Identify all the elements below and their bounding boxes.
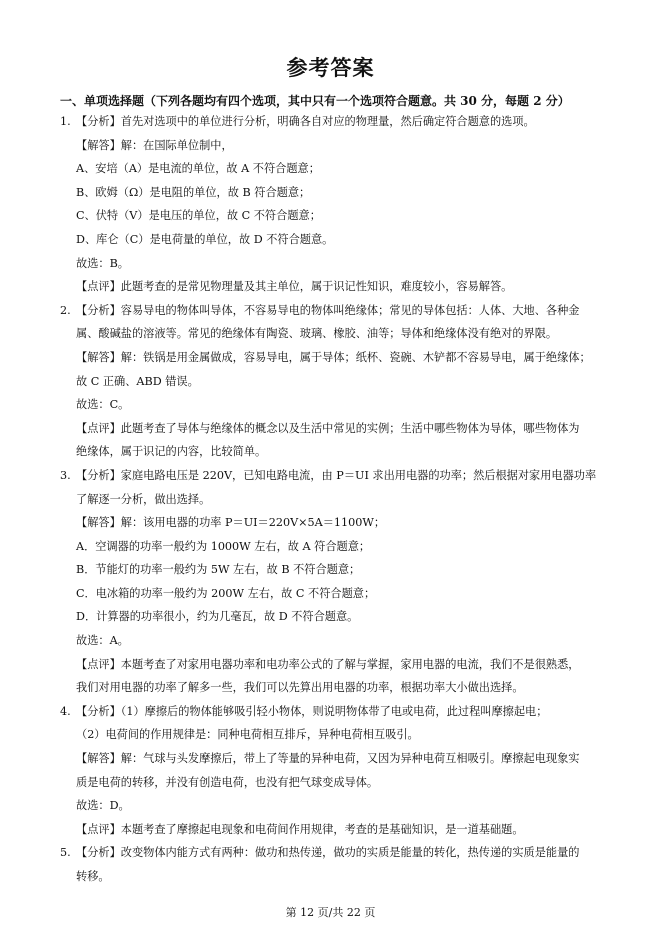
line-text: 了解逐一分析，做出选择。 (76, 492, 211, 506)
answer-line (60, 252, 600, 276)
answer-line (60, 865, 600, 889)
line-text: 故选：D。 (76, 799, 130, 813)
question-number: 3. (60, 468, 71, 482)
line-text: 转移。 (76, 870, 110, 883)
answer-line (60, 157, 600, 181)
line-text: 故选：B。 (76, 256, 129, 270)
line-text: 属、酸碱盐的溶液等。常见的绝缘体有陶瓷、玻璃、橡胶、油等；导体和绝缘体没有绝对的界限。 (76, 327, 558, 341)
line-text: 【解答】解：在国际单位制中， (76, 138, 233, 152)
line-text: B．节能灯的功率一般约为 5W 左右，故 B 不符合题意； (76, 563, 361, 577)
line-text: D．计算器的功率很小，约为几毫瓦，故 D 不符合题意。 (76, 610, 359, 624)
line-text: 质是电荷的转移，并没有创造电荷，也没有把气球变成导体。 (76, 775, 379, 789)
answer-line (60, 747, 600, 771)
answer-line (60, 629, 600, 653)
answer-line (60, 558, 600, 582)
answer-line (60, 275, 600, 299)
line-text: C、伏特（V）是电压的单位，故 C 不符合题意； (76, 209, 321, 223)
answer-line (60, 818, 600, 842)
line-text: 故选：C。 (76, 398, 130, 412)
answer-line (60, 370, 600, 394)
question-answer-start (60, 299, 600, 323)
answer-line (60, 605, 600, 629)
question-answer-start (60, 464, 600, 488)
question-number: 4. (60, 704, 71, 718)
page-footer: 第 12 页/共 22 页 (285, 906, 376, 919)
answer-content (60, 110, 600, 889)
line-text: 【点评】本题考查了对家用电器功率和电功率公式的了解与掌握，家用电器的电流，我们不是很熟悉， (76, 657, 580, 671)
line-text: 故选：A。 (76, 634, 129, 648)
answer-line (60, 723, 600, 747)
line-text: 【分析】首先对选项中的单位进行分析，明确各自对应的物理量，然后确定符合题意的选项。 (76, 115, 535, 128)
line-text: 【解答】解：铁锅是用金属做成，容易导电，属于导体；纸杯、瓷碗、木铲都不容易导电，属于绝缘体； (76, 350, 591, 364)
line-text: 【分析】家庭电路电压是 220V，已知电路电流，由 P＝UI 求出用电器的功率；然后根据对家用电器功率 (76, 468, 597, 482)
answer-line (60, 676, 600, 700)
line-text: 【点评】此题考查了导体与绝缘体的概念以及生活中常见的实例；生活中哪些物体为导体，哪些物体为 (76, 421, 580, 435)
answer-line (60, 535, 600, 559)
question-number: 5. (60, 846, 71, 860)
answer-line (60, 417, 600, 441)
line-text: 【分析】容易导电的物体叫导体，不容易导电的物体叫绝缘体；常见的导体包括：人体、大地、各种金 (76, 303, 580, 317)
section-heading: 一、单项选择题（下列各题均有四个选项，其中只有一个选项符合题意。共 30 分，每题 2 分） (60, 94, 570, 108)
answer-line (60, 322, 600, 346)
line-text: 我们对用电器的功率了解多一些，我们可以先算出用电器的功率，根据功率大小做出选择。 (76, 681, 524, 695)
line-text: （2）电荷间的作用规律是：同种电荷相互排斥，异种电荷相互吸引。 (76, 728, 419, 742)
line-text: 【分析】（1）摩擦后的物体能够吸引轻小物体，则说明物体带了电或电荷，此过程叫摩擦起电； (76, 704, 548, 718)
line-text: 【解答】解：气球与头发摩擦后，带上了等量的异种电荷，又因为异种电荷互相吸引。摩擦起电现象实 (76, 752, 580, 766)
line-text: D、库仑（C）是电荷量的单位，故 D 不符合题意。 (76, 232, 334, 246)
line-text: 【点评】本题考查了摩擦起电现象和电荷间作用规律，考查的是基础知识，是一道基础题。 (76, 822, 524, 836)
line-text: 故 C 正确、ABD 错误。 (76, 374, 199, 388)
answer-line (60, 134, 600, 158)
question-answer-start (60, 700, 600, 724)
answer-line (60, 794, 600, 818)
line-text: 绝缘体，属于识记的内容，比较简单。 (76, 445, 267, 459)
answer-line (60, 440, 600, 464)
answer-line (60, 582, 600, 606)
line-text: A、安培（A）是电流的单位，故 A 不符合题意； (76, 162, 320, 176)
answer-line (60, 771, 600, 795)
answer-line (60, 488, 600, 512)
question-answer-start (60, 110, 600, 134)
line-text: 【解答】解：该用电器的功率 P＝UI＝220V×5A＝1100W； (76, 516, 386, 530)
answer-line (60, 181, 600, 205)
answer-line (60, 228, 600, 252)
line-text: B、欧姆（Ω）是电阻的单位，故 B 符合题意； (76, 185, 311, 199)
line-text: 【分析】改变物体内能方式有两种：做功和热传递，做功的实质是能量的转化，热传递的实质是能量的 (76, 846, 580, 860)
line-text: 【点评】此题考查的是常见物理量及其主单位，属于识记性知识，难度较小，容易解答。 (76, 280, 513, 294)
answer-line (60, 204, 600, 228)
page-title: 参考答案 (286, 55, 375, 80)
question-number: 1. (60, 115, 71, 128)
question-number: 2. (60, 303, 71, 317)
answer-line (60, 393, 600, 417)
answer-line (60, 346, 600, 370)
question-answer-start (60, 841, 600, 865)
answer-line (60, 653, 600, 677)
line-text: A．空调器的功率一般约为 1000W 左右，故 A 符合题意； (76, 539, 371, 553)
answer-line (60, 511, 600, 535)
line-text: C．电冰箱的功率一般约为 200W 左右，故 C 不符合题意； (76, 586, 376, 600)
